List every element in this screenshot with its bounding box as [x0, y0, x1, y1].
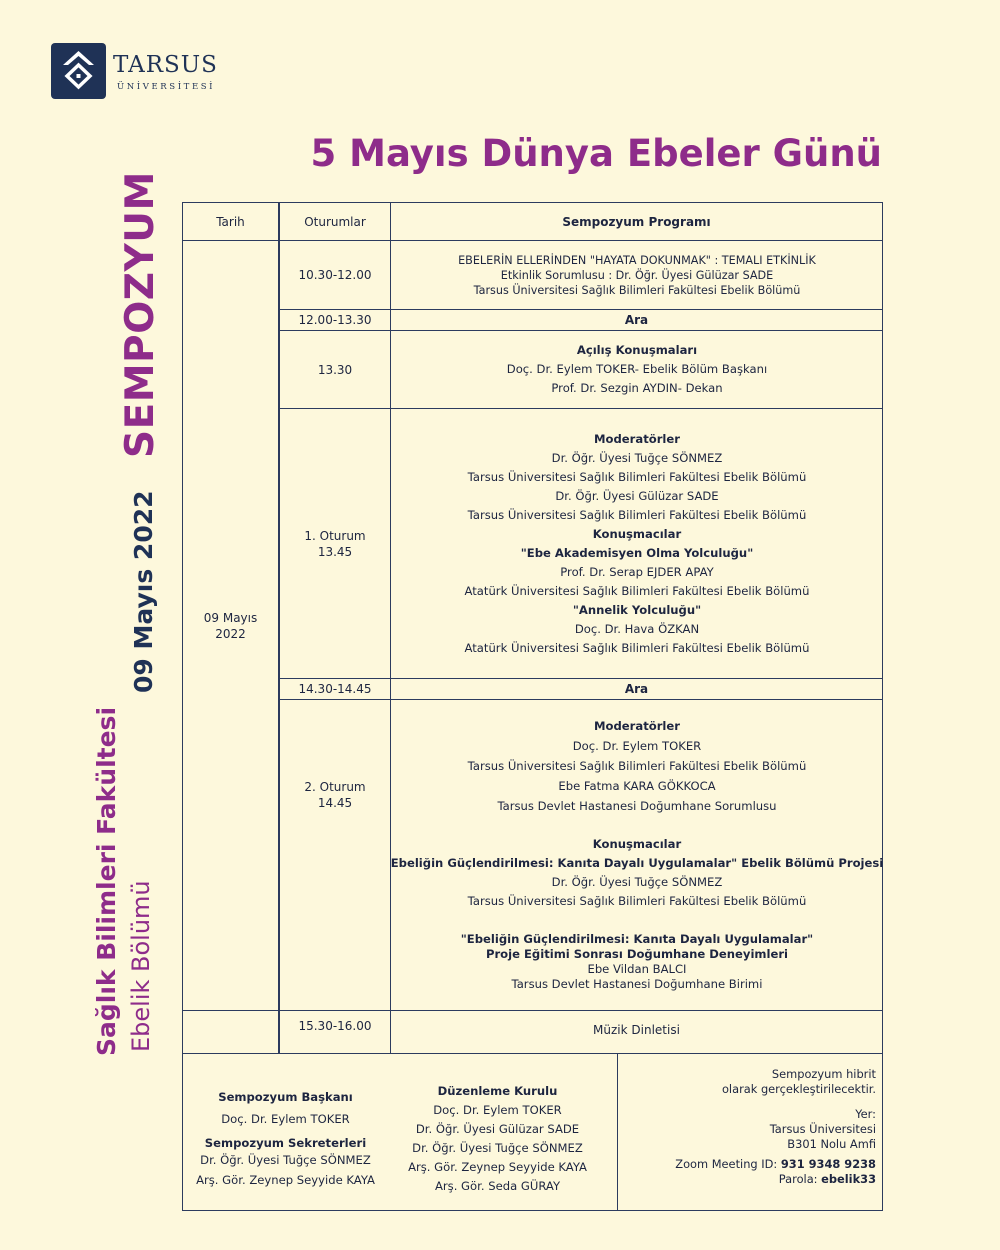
logo-emblem — [51, 43, 106, 99]
password-label: Parola: — [778, 1172, 818, 1186]
side-faculty-label: Sağlık Bilimleri Fakültesi — [92, 706, 121, 1056]
page-title: 5 Mayıs Dünya Ebeler Günü — [310, 132, 882, 175]
logo-subtitle: ÜNİVERSİTESİ — [117, 82, 216, 92]
committee-member-5: Arş. Gör. Seda GÜRAY — [434, 1179, 561, 1193]
row6-talk2-name: Ebe Vildan BALCI — [587, 961, 687, 976]
row6-session-time: 14.45 — [317, 796, 353, 810]
zoom-id: 931 9348 9238 — [780, 1157, 876, 1171]
row7-time: 15.30-16.00 — [298, 1019, 372, 1033]
header-sessions: Oturumlar — [304, 214, 366, 229]
row5-time: 14.30-14.45 — [298, 682, 372, 696]
row4-mod1-name: Dr. Öğr. Üyesi Tuğçe SÖNMEZ — [551, 451, 723, 465]
footer-committee-block — [395, 1084, 600, 1193]
chair-name: Doç. Dr. Eylem TOKER — [221, 1112, 350, 1126]
university-emblem-icon — [51, 43, 106, 99]
row6-talk2-title: "Ebeliğin Güçlendirilmesi: Kanıta Dayalı Uygulamalar" — [460, 931, 814, 946]
hybrid-line1: Sempozyum hibrit — [771, 1067, 876, 1081]
row6-mod1-inst: Tarsus Üniversitesi Sağlık Bilimleri Fakültesi Ebelik Bölümü — [467, 759, 807, 773]
row6-session — [280, 700, 390, 890]
row6-talk1-inst: Tarsus Üniversitesi Sağlık Bilimleri Fakültesi Ebelik Bölümü — [467, 893, 807, 908]
password-value: ebelik33 — [821, 1172, 876, 1186]
hybrid-line2: olarak gerçekleştirilecektir. — [721, 1082, 876, 1096]
row6-speakers-heading: Konuşmacılar — [592, 836, 682, 851]
row4-mod1-inst: Tarsus Üniversitesi Sağlık Bilimleri Fakültesi Ebelik Bölümü — [467, 470, 807, 484]
row6-speakers — [392, 835, 882, 909]
row4-session-time: 13.45 — [317, 544, 353, 559]
row1-time: 10.30-12.00 — [298, 268, 372, 282]
row7-music: Müzik Dinletisi — [593, 1023, 680, 1037]
row6-talk1-name: Dr. Öğr. Üyesi Tuğçe SÖNMEZ — [551, 874, 723, 889]
row6-talk2 — [392, 930, 882, 992]
row4-mod2-name: Dr. Öğr. Üyesi Gülüzar SADE — [555, 489, 719, 503]
committee-member-4: Arş. Gör. Zeynep Seyyide KAYA — [408, 1160, 587, 1174]
row4-talk2-inst: Atatürk Üniversitesi Sağlık Bilimleri Fakültesi Ebelik Bölümü — [464, 641, 810, 655]
header-date: Tarih — [216, 214, 245, 229]
secretaries-heading: Sempozyum Sekreterleri — [204, 1136, 367, 1150]
row6-talk2-subtitle: Proje Eğitimi Sonrası Doğumhane Deneyimleri — [485, 946, 789, 961]
row6-talk1-title: Ebeliğin Güçlendirilmesi: Kanıta Dayalı Uygulamalar" Ebelik Bölümü Projesi — [390, 855, 884, 870]
row6-mod2-name: Ebe Fatma KARA GÖKKOCA — [558, 779, 716, 793]
row4-talk1-name: Prof. Dr. Serap EJDER APAY — [560, 565, 714, 579]
committee-heading: Düzenleme Kurulu — [437, 1084, 558, 1098]
committee-member-3: Dr. Öğr. Üyesi Tuğçe SÖNMEZ — [412, 1141, 583, 1155]
row6-mod2-inst: Tarsus Devlet Hastanesi Doğumhane Sorumlusu — [497, 799, 777, 813]
zoom-label: Zoom Meeting ID: — [675, 1157, 778, 1171]
date-line2: 2022 — [215, 626, 246, 641]
password-line — [640, 1172, 876, 1187]
date-cell — [183, 241, 278, 1010]
venue-line2: B301 Nolu Amfi — [787, 1137, 876, 1151]
row3-program — [392, 336, 882, 402]
row4-talk2-title: "Annelik Yolculuğu" — [572, 603, 702, 617]
row5-break: Ara — [624, 682, 649, 696]
row4-talk1-inst: Atatürk Üniversitesi Sağlık Bilimleri Fakültesi Ebelik Bölümü — [464, 584, 810, 598]
committee-member-1: Doç. Dr. Eylem TOKER — [433, 1103, 562, 1117]
side-date-label: 09 Mayıs 2022 — [129, 490, 158, 693]
row1-program — [392, 245, 882, 305]
side-symposium-label: SEMPOZYUM — [118, 171, 163, 458]
row4-talk2-name: Doç. Dr. Hava ÖZKAN — [574, 622, 700, 636]
row6-moderators — [392, 714, 882, 818]
row3-heading: Açılış Konuşmaları — [576, 343, 698, 357]
row4-session — [280, 409, 390, 678]
row6-mod1-name: Doç. Dr. Eylem TOKER — [572, 739, 702, 753]
row6-session-label: 2. Oturum — [304, 780, 366, 794]
venue-line1: Tarsus Üniversitesi — [769, 1122, 876, 1136]
row1-line2: Etkinlik Sorumlusu : Dr. Öğr. Üyesi Gülüzar SADE — [500, 268, 774, 282]
row4-talk1-title: "Ebe Akademisyen Olma Yolculuğu" — [520, 546, 754, 560]
row3-line2: Prof. Dr. Sezgin AYDIN- Dekan — [551, 381, 723, 395]
chair-heading: Sempozyum Başkanı — [218, 1090, 353, 1104]
footer-info-block — [640, 1067, 876, 1187]
row6-moderators-heading: Moderatörler — [594, 719, 680, 733]
row4-session-label: 1. Oturum — [304, 528, 366, 543]
row2-time: 12.00-13.30 — [298, 313, 372, 327]
row4-speakers-heading: Konuşmacılar — [592, 527, 682, 541]
row3-line1: Doç. Dr. Eylem TOKER- Ebelik Bölüm Başkanı — [506, 362, 768, 376]
secretary-2: Arş. Gör. Zeynep Seyyide KAYA — [196, 1173, 375, 1187]
secretary-1: Dr. Öğr. Üyesi Tuğçe SÖNMEZ — [200, 1153, 371, 1167]
date-line1: 09 Mayıs — [203, 610, 258, 625]
zoom-line — [640, 1157, 876, 1172]
row3-time: 13.30 — [317, 362, 353, 377]
row6-talk2-inst: Tarsus Devlet Hastanesi Doğumhane Birimi — [511, 976, 763, 991]
row4-moderators-heading: Moderatörler — [594, 432, 680, 446]
row2-break: Ara — [624, 313, 649, 327]
row4-mod2-inst: Tarsus Üniversitesi Sağlık Bilimleri Fakültesi Ebelik Bölümü — [467, 508, 807, 522]
venue-label: Yer: — [855, 1107, 876, 1121]
header-program: Sempozyum Programı — [562, 214, 711, 229]
row1-line3: Tarsus Üniversitesi Sağlık Bilimleri Fakültesi Ebelik Bölümü — [473, 283, 801, 297]
committee-member-2: Dr. Öğr. Üyesi Gülüzar SADE — [415, 1122, 580, 1136]
row1-line1: EBELERİN ELLERİNDEN "HAYATA DOKUNMAK" : TEMALI ETKİNLİK — [458, 253, 816, 267]
logo-name: TARSUS — [113, 52, 218, 78]
footer-chair-block — [183, 1090, 388, 1187]
side-department-label: Ebelik Bölümü — [127, 880, 155, 1052]
row4-program — [392, 414, 882, 673]
